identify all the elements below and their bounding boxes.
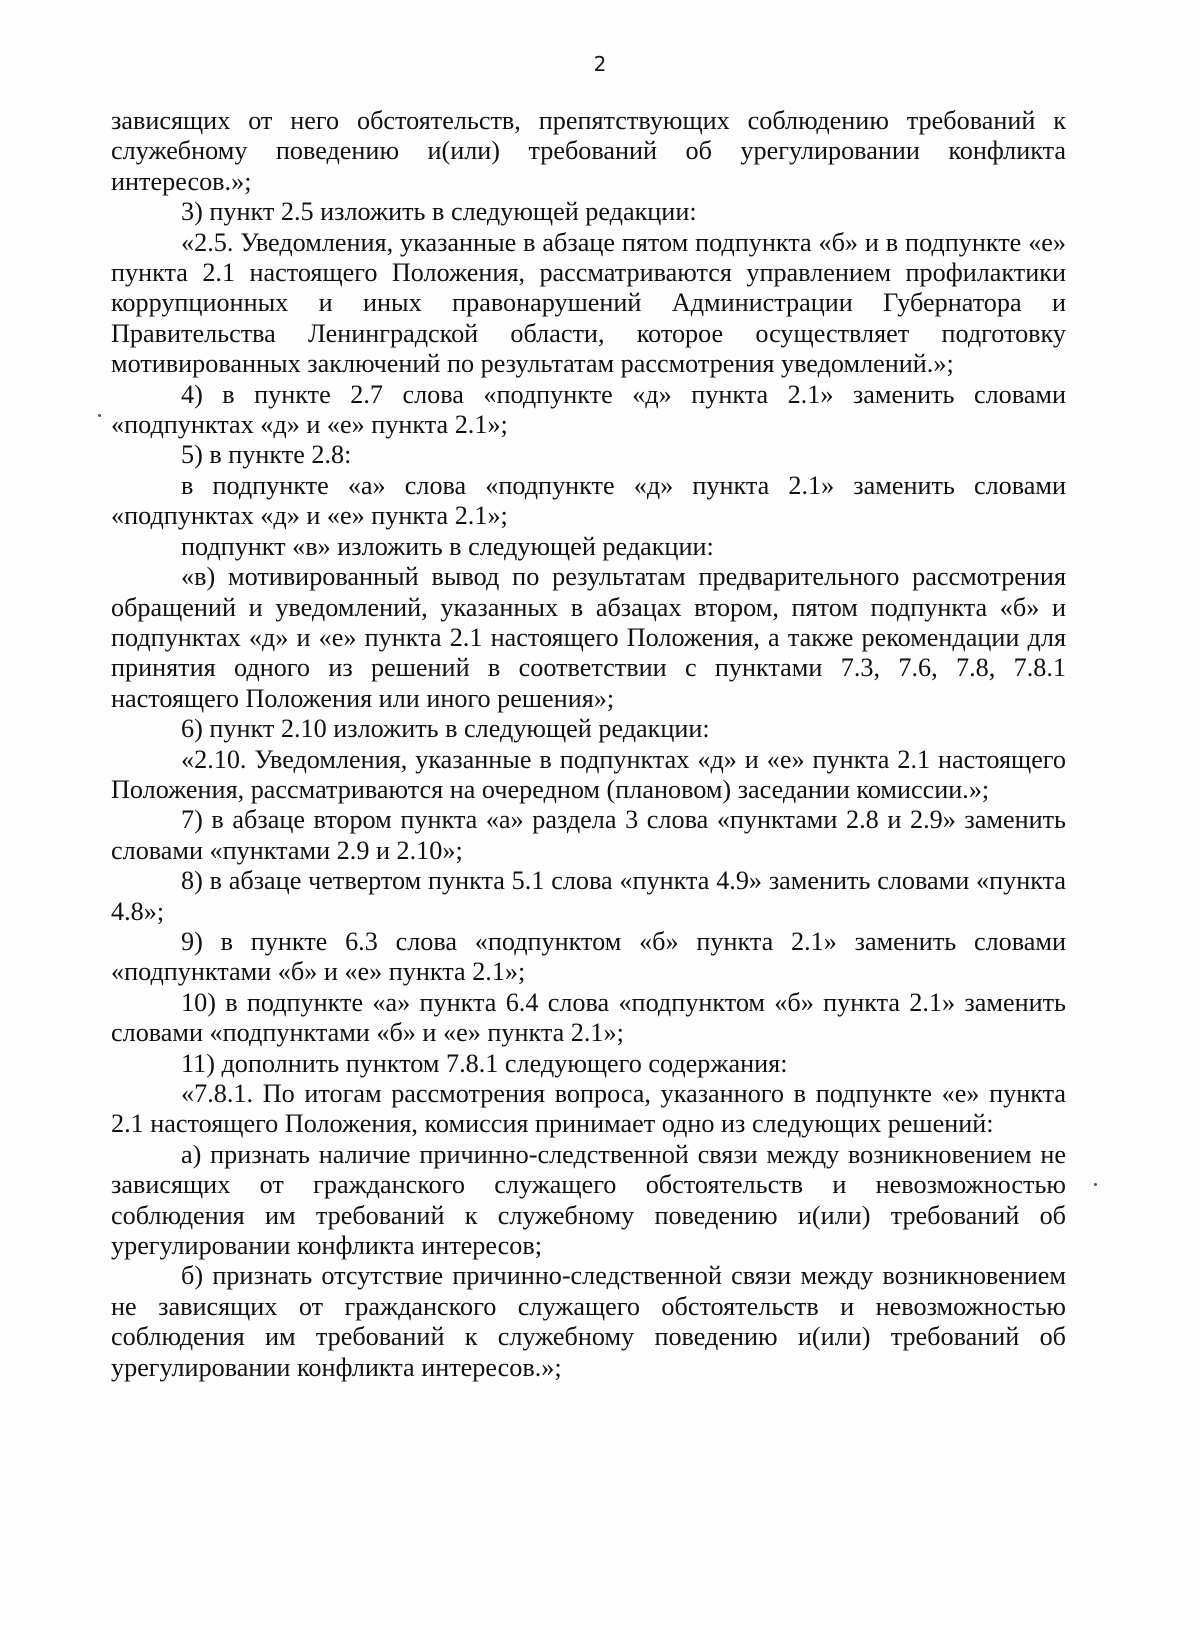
paragraph-item-9: 9) в пункте 6.3 слова «подпунктом «б» пункта 2.1» заменить словами «подпунктами «б» и «е» пункта 2.1»; bbox=[111, 926, 1066, 987]
paragraph-item-5: 5) в пункте 2.8: bbox=[181, 440, 352, 470]
paragraph-item-7: 7) в абзаце втором пункта «а» раздела 3 слова «пунктами 2.8 и 2.9» заменить словами «пунктами 2.9 и 2.10»; bbox=[111, 805, 1066, 865]
paragraph-item-10: 10) в подпункте «а» пункта 6.4 слова «подпунктом «б» пункта 2.1» заменить словами «подпунктами «б» и «е» пункта 2.1»; bbox=[111, 987, 1066, 1048]
paragraph-decision-b: б) признать отсутствие причинно-следственной связи между возникновением не зависящих от гражданского служащего обстоятельств и невозможностью соблюдения им требований к служебному поведению и(или) требований об урегулировании конфликта интересов.»; bbox=[111, 1261, 1066, 1382]
paragraph-item-5-v-text: «в) мотивированный вывод по результатам предварительного рассмотрения обращений и уведомлений, указанных в абзацах втором, пятом подпункта «б» и подпунктах «д» и «е» пункта 2.1 настоящего Положения, а также рекомендации для принятия одного из решений в соответствии с пунктами 7.3, 7.6, 7.8, 7.8.1 настоящего Положения или иного решения»; bbox=[111, 562, 1066, 713]
paragraph-2-5-text: «2.5. Уведомления, указанные в абзаце пятом подпункта «б» и в подпункте «е» пункта 2.1 настоящего Положения, рассматриваются управлением профилактики коррупционных и иных правонарушений Администрации Губернатора и Правительства Ленинградской области, которое осуществляет подготовку мотивированных заключений по результатам рассмотрения уведомлений.»; bbox=[111, 227, 1066, 379]
paragraph-item-6: 6) пункт 2.10 изложить в следующей редакции: bbox=[181, 714, 710, 744]
paragraph-decision-a: а) признать наличие причинно-следственной связи между возникновением не зависящих от гражданского служащего обстоятельств и невозможностью соблюдения им требований к служебному поведению и(или) требований об урегулировании конфликта интересов; bbox=[111, 1139, 1066, 1261]
paragraph-item-5-v: подпункт «в» изложить в следующей редакции: bbox=[181, 531, 714, 561]
paragraph-continuation: зависящих от него обстоятельств, препятствующих соблюдению требований к служебному поведению и(или) требований об урегулировании конфликта интересов.»; bbox=[111, 106, 1066, 196]
paragraph-item-4: 4) в пункте 2.7 слова «подпункте «д» пункта 2.1» заменить словами «подпунктах «д» и «е» пункта 2.1»; bbox=[111, 379, 1066, 440]
paragraph-item-11: 11) дополнить пунктом 7.8.1 следующего содержания: bbox=[181, 1048, 788, 1078]
paragraph-7-8-1-text: «7.8.1. По итогам рассмотрения вопроса, указанного в подпункте «е» пункта 2.1 настоящего Положения, комиссия принимает одно из следующих решений: bbox=[111, 1079, 1066, 1139]
page-number: 2 bbox=[593, 52, 607, 76]
paragraph-item-3: 3) пункт 2.5 изложить в следующей редакции: bbox=[181, 197, 697, 227]
paragraph-item-5-a: в подпункте «а» слова «подпункте «д» пункта 2.1» заменить словами «подпунктах «д» и «е» пункта 2.1»; bbox=[111, 470, 1066, 531]
scan-speck bbox=[98, 414, 101, 417]
document-body bbox=[111, 106, 1066, 1383]
scan-speck bbox=[1094, 1183, 1097, 1186]
paragraph-2-10-text: «2.10. Уведомления, указанные в подпунктах «д» и «е» пункта 2.1 настоящего Положения, рассматриваются на очередном (плановом) заседании комиссии.»; bbox=[111, 744, 1066, 804]
paragraph-item-8: 8) в абзаце четвертом пункта 5.1 слова «пункта 4.9» заменить словами «пункта 4.8»; bbox=[111, 866, 1066, 926]
